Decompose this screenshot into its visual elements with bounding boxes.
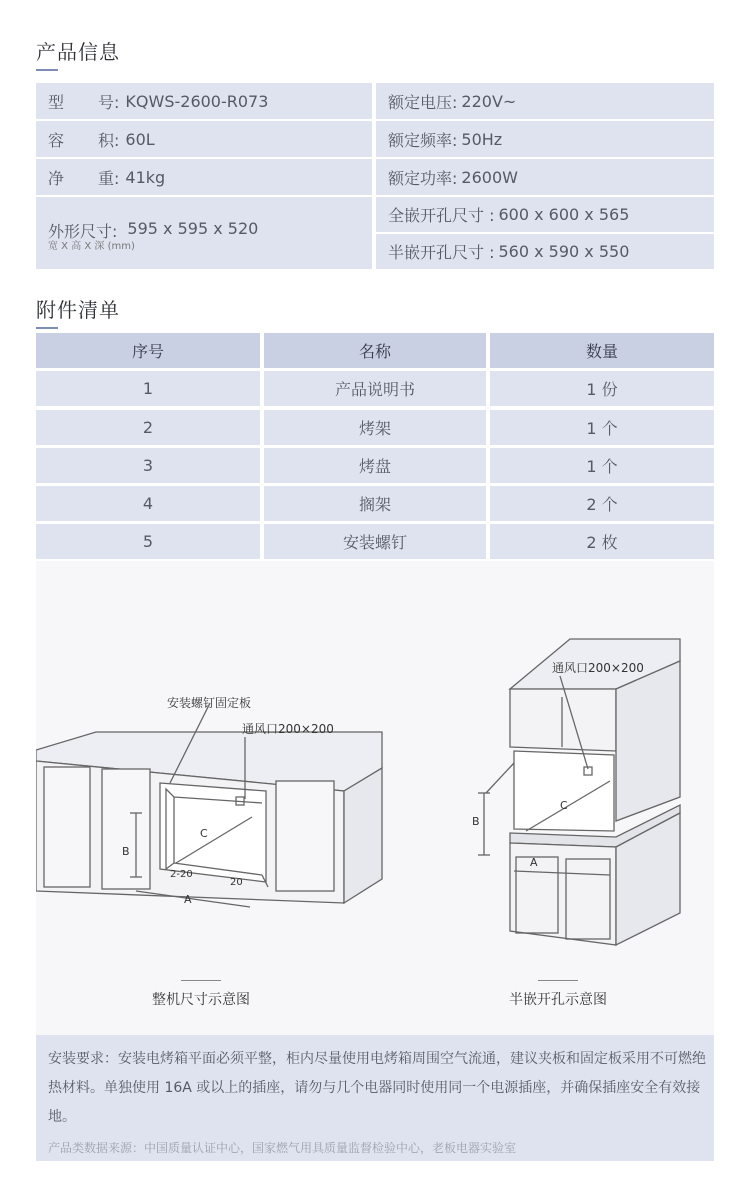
voltage-cell	[376, 83, 714, 119]
installation-diagram-area	[36, 561, 714, 1035]
frequency-label: 额定频率:	[388, 130, 458, 150]
left-vent-label: 通风口200×200	[242, 722, 334, 736]
row-2-name: 烤架	[264, 410, 486, 445]
size-cell	[36, 197, 372, 269]
row-1-index: 1	[36, 371, 260, 406]
row-5-index: 5	[36, 524, 260, 559]
frequency-value: 50Hz	[461, 129, 503, 149]
installation-requirements: 安装要求：安装电烤箱平面必须平整，柜内尽量使用电烤箱周围空气流通，建议夹板和固定板采用不可燃绝热材料。单独使用 16A 或以上的插座，请勿与几个电器同时使用同一个电源插座，并确保插座安全有效接地。	[48, 1051, 706, 1125]
size-unit-note: 宽 X 高 X 深 (mm)	[48, 241, 135, 252]
plate-label: 安装螺钉固定板	[167, 696, 252, 710]
full-cut-label: 全嵌开孔尺寸 :	[388, 206, 495, 225]
row-2-index: 2	[36, 410, 260, 445]
right-vent-label: 通风口200×200	[552, 661, 644, 675]
full-cut-cell	[376, 197, 714, 232]
weight-cell	[36, 159, 372, 195]
model-value: KQWS-2600-R073	[125, 91, 269, 111]
row-3-index: 3	[36, 448, 260, 483]
right-dim-a: A	[530, 856, 538, 869]
power-value: 2600W	[461, 167, 518, 187]
full-cut-value: 600 x 600 x 565	[498, 205, 630, 224]
row-1-qty: 1 份	[490, 371, 714, 406]
model-label-a: 型	[48, 92, 65, 112]
left-dim-20: 20	[230, 877, 243, 888]
row-3-name: 烤盘	[264, 448, 486, 483]
header-qty: 数量	[490, 333, 714, 368]
volume-label-a: 容	[48, 130, 65, 150]
power-label: 额定功率:	[388, 168, 458, 188]
size-label: 外形尺寸:	[48, 222, 118, 241]
size-value: 595 x 595 x 520	[127, 219, 259, 238]
frequency-cell	[376, 121, 714, 157]
left-dim-c: C	[200, 827, 208, 840]
half-cut-value: 560 x 590 x 550	[498, 242, 630, 261]
right-dim-b: B	[472, 815, 480, 828]
row-4-name: 搁架	[264, 486, 486, 521]
weight-label-a: 净	[48, 168, 65, 188]
left-dim-a: A	[184, 893, 192, 906]
weight-value: 41kg	[125, 167, 166, 187]
product-info-title: 产品信息	[36, 36, 120, 65]
model-label-b: 号:	[98, 92, 120, 112]
right-caption-rule	[538, 980, 578, 981]
header-name: 名称	[264, 333, 486, 368]
accessories-title: 附件清单	[36, 294, 120, 323]
row-5-name: 安装螺钉	[264, 524, 486, 559]
voltage-value: 220V~	[461, 91, 517, 111]
row-3-qty: 1 个	[490, 448, 714, 483]
weight-label-b: 重:	[98, 168, 120, 188]
right-caption: 半嵌开孔示意图	[509, 992, 607, 1008]
volume-value: 60L	[125, 129, 155, 149]
voltage-label: 额定电压:	[388, 92, 458, 112]
data-source: 产品类数据来源：中国质量认证中心，国家燃气用具质量监督检验中心，老板电器实验室	[48, 1141, 517, 1155]
installation-notes	[36, 1035, 714, 1161]
row-5-qty: 2 枚	[490, 524, 714, 559]
row-4-index: 4	[36, 486, 260, 521]
model-cell	[36, 83, 372, 119]
half-embed-cabinet-drawing	[478, 639, 680, 945]
header-index: 序号	[36, 333, 260, 368]
row-4-qty: 2 个	[490, 486, 714, 521]
half-cut-cell	[376, 234, 714, 269]
power-cell	[376, 159, 714, 195]
volume-cell	[36, 121, 372, 157]
left-dim-b: B	[122, 845, 130, 858]
left-caption: 整机尺寸示意图	[152, 992, 250, 1008]
installation-diagrams	[36, 561, 714, 1035]
row-2-qty: 1 个	[490, 410, 714, 445]
half-cut-label: 半嵌开孔尺寸 :	[388, 243, 495, 262]
row-1-name: 产品说明书	[264, 371, 486, 406]
left-caption-rule	[181, 980, 221, 981]
right-dim-c: C	[560, 799, 568, 812]
left-dim-2-20: 2-20	[170, 869, 193, 880]
volume-label-b: 积:	[98, 130, 120, 150]
